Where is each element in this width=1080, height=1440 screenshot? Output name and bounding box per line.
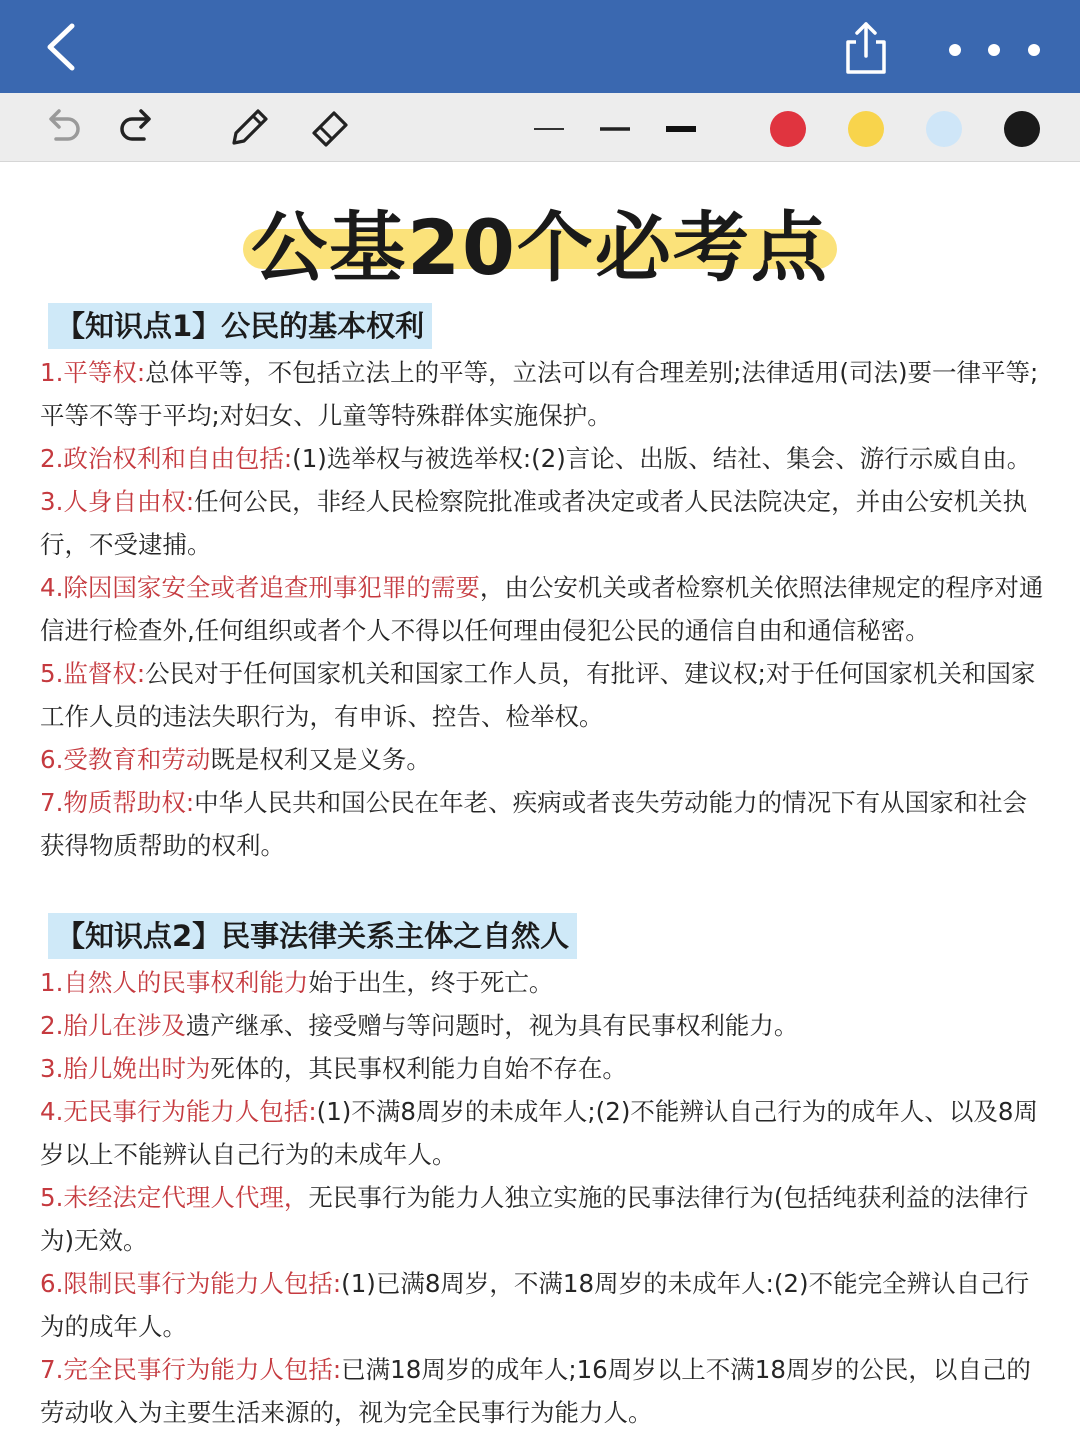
item-keyword: 3.胎儿娩出时为 <box>40 1054 211 1083</box>
item-keyword: 2.胎儿在涉及 <box>40 1011 186 1040</box>
item-text: 无民事行为能力人独立实施的民事法律行为(包括纯获利益的法律行为)无效。 <box>40 1183 1029 1255</box>
item-text: 公民对于任何国家机关和国家工作人员，有批评、建议权;对于任何国家机关和国家工作人员的违法失职行为，有申诉、控告、检举权。 <box>40 659 1036 731</box>
item-keyword: 3.人身自由权: <box>40 487 195 516</box>
item-keyword: 7.完全民事行为能力人包括: <box>40 1355 342 1384</box>
stroke-medium-icon[interactable] <box>598 103 632 151</box>
share-icon[interactable] <box>838 18 894 78</box>
stroke-thin-icon[interactable] <box>532 103 566 151</box>
list-item <box>40 1090 1045 1176</box>
item-text: (1)选举权与被选举权:(2)言论、出版、结社、集会、游行示威自由。 <box>292 444 1032 473</box>
item-keyword: 1.平等权: <box>40 358 146 387</box>
item-keyword: 5.未经法定代理人代理， <box>40 1183 309 1212</box>
item-keyword: 1.自然人的民事权利能力 <box>40 968 309 997</box>
item-keyword: 6.限制民事行为能力人包括: <box>40 1269 342 1298</box>
annotation-toolbar <box>0 93 1080 162</box>
more-dots-icon[interactable] <box>935 30 1055 70</box>
list-item <box>40 652 1045 738</box>
chevron-left-icon[interactable] <box>38 20 88 74</box>
item-text: 始于出生，终于死亡。 <box>308 968 554 997</box>
note-page <box>0 161 1080 1440</box>
section-heading-2: 【知识点2】民事法律关系主体之自然人 <box>48 913 577 959</box>
item-keyword: 6.受教育和劳动 <box>40 745 211 774</box>
color-yellow-swatch[interactable] <box>848 111 884 147</box>
list-item <box>40 1047 1045 1090</box>
list-item <box>40 1348 1045 1434</box>
item-text: 中华人民共和国公民在年老、疾病或者丧失劳动能力的情况下有从国家和社会获得物质帮助的权利。 <box>40 788 1028 860</box>
list-item <box>40 738 1045 781</box>
list-item <box>40 480 1045 566</box>
color-black-swatch[interactable] <box>1004 111 1040 147</box>
list-item <box>40 1176 1045 1262</box>
item-keyword: 2.政治权利和自由包括: <box>40 444 293 473</box>
item-text: 已满18周岁的成年人;16周岁以上不满18周岁的公民，以自己的劳动收入为主要生活来源的，视为完全民事行为能力人。 <box>40 1355 1031 1427</box>
page-title: 公基20个必考点 <box>251 203 829 292</box>
item-keyword: 5.监督权: <box>40 659 146 688</box>
item-keyword: 4.无民事行为能力人包括: <box>40 1097 317 1126</box>
pencil-icon[interactable] <box>226 103 274 151</box>
eraser-icon[interactable] <box>306 103 354 151</box>
item-keyword: 4.除因国家安全或者追查刑事犯罪的需要 <box>40 573 480 602</box>
item-text: 遗产继承、接受赠与等问题时，视为具有民事权利能力。 <box>185 1011 799 1040</box>
item-text: (1)已满8周岁，不满18周岁的未成年人:(2)不能完全辨认自己行为的成年人。 <box>40 1269 1030 1341</box>
list-item <box>40 781 1045 867</box>
item-text: ，由公安机关或者检察机关依照法律规定的程序对通信进行检查外,任何组织或者个人不得以任何理由侵犯公民的通信自由和通信秘密。 <box>40 573 1044 645</box>
section-1-list <box>40 351 1045 867</box>
item-text: (1)不满8周岁的未成年人;(2)不能辨认自己行为的成年人、以及8周岁以上不能辨认自己行为的未成年人。 <box>40 1097 1038 1169</box>
list-item <box>40 961 1045 1004</box>
stroke-thick-icon[interactable] <box>664 103 698 151</box>
item-text: 死体的，其民事权利能力自始不存在。 <box>210 1054 627 1083</box>
section-heading-1: 【知识点1】公民的基本权利 <box>48 303 432 349</box>
redo-icon[interactable] <box>116 103 160 151</box>
section-2-list <box>40 961 1045 1434</box>
undo-icon[interactable] <box>40 103 84 151</box>
item-text: 任何公民，非经人民检察院批准或者决定或者人民法院决定，并由公安机关执行，不受逮捕。 <box>40 487 1028 559</box>
list-item <box>40 437 1045 480</box>
list-item <box>40 351 1045 437</box>
item-text: 既是权利又是义务。 <box>210 745 431 774</box>
color-light-blue-swatch[interactable] <box>926 111 962 147</box>
list-item <box>40 1004 1045 1047</box>
top-navigation-bar <box>0 0 1080 93</box>
item-keyword: 7.物质帮助权: <box>40 788 195 817</box>
color-red-swatch[interactable] <box>770 111 806 147</box>
title-block <box>0 181 1080 292</box>
list-item <box>40 1262 1045 1348</box>
item-text: 总体平等，不包括立法上的平等，立法可以有合理差别;法律适用(司法)要一律平等;平等不等于平均;对妇女、儿童等特殊群体实施保护。 <box>40 358 1039 430</box>
list-item <box>40 566 1045 652</box>
